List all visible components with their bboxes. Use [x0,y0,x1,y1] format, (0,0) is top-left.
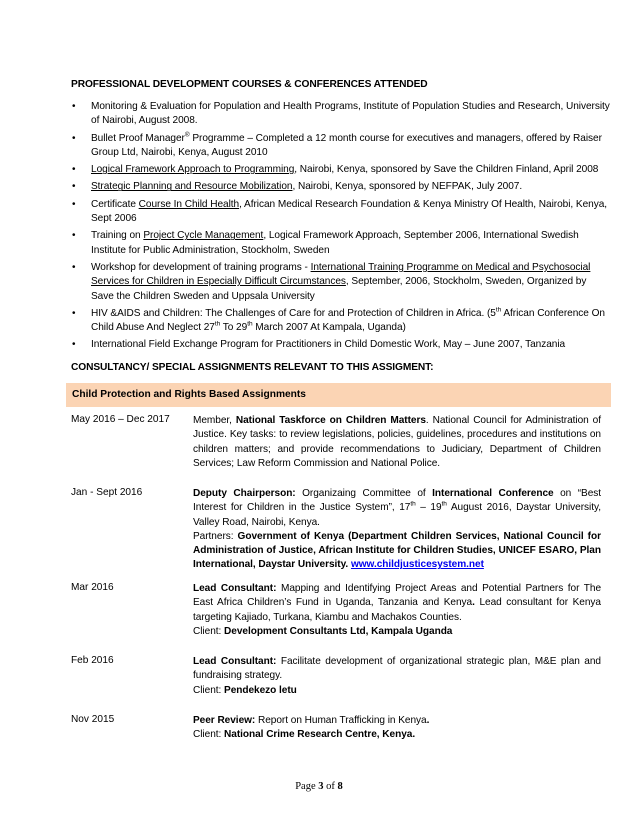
assignments-category-band [66,383,611,407]
superscript: th [495,306,502,314]
list-item [71,132,611,161]
list-item [71,229,611,258]
course-title: International Training Programme on Medical and Psychosocial Services for Children in Especially Difficult Circumstances [91,261,591,288]
item-text: HIV &AIDS and Children: The Challenges of Care for and Protection of Children in Africa. (5 [91,307,496,319]
item-text: , African Medical Research Foundation & Kenya Ministry Of Health, Nairobi, Kenya, Sept 2006 [91,198,608,225]
superscript: th [247,320,253,328]
bullet: • [72,261,76,273]
superscript: th [410,500,416,508]
item-text: Bullet Proof Manager [91,132,185,144]
section-heading-courses: PROFESSIONAL DEVELOPMENT COURSES & CONFERENCES ATTENDED [71,79,428,90]
courses-list [71,100,611,356]
details: Mapping and Identifying Project Areas and Potential Partners for The East Africa Children’s Fund in Uganda, Tanzania and Kenya [193,583,602,609]
details: – 19 [415,502,442,514]
item-text: March 2007 At Kampala, Uganda) [252,322,406,334]
role: Deputy Chairperson: [193,488,296,499]
partners: Government of Kenya (Department Children Services, National Council for Administration of Justice, African Institute for Children Studies, UNICEF ESARO, Plan International, Daystar University. [193,530,601,571]
client-label: Client: [193,625,225,637]
page-label: Page [295,781,319,792]
role: Lead Consultant: [193,583,277,594]
client: Development Consultants Ltd, Kampala Uganda [224,625,453,637]
item-text: Training on [91,230,144,242]
punctuation: . [426,715,430,726]
client-label: Client: [193,684,225,696]
conference: International Conference [432,488,554,499]
assignment-date: Nov 2015 [71,714,115,725]
list-item [71,307,611,336]
list-item [71,100,611,129]
role: Member, [193,415,236,426]
role: Peer Review: [193,715,256,726]
item-text: , Nairobi, Kenya, sponsored by Save the Children Finland, April 2008 [294,164,599,176]
assignment-date: May 2016 – Dec 2017 [71,414,170,425]
item-text: Monitoring & Evaluation for Population and Health Programs, Institute of Population Studies and Research, University of Nairobi, August 2008. [91,101,610,127]
bullet: • [72,132,76,144]
item-text: International Field Exchange Program for Practitioners in Child Domestic Work, May – June 2007, Tanzania [91,339,566,351]
assignment-date: Jan - Sept 2016 [71,487,143,498]
item-text: Certificate [91,198,139,210]
course-title: Project Cycle Management [143,230,264,242]
list-item [71,180,611,194]
client: National Crime Research Centre, Kenya. [224,729,416,741]
assignment-date: Feb 2016 [71,655,114,666]
item-text: To 29 [220,322,248,334]
item-text: , Logical Framework Approach, September 2006, International Swedish Institute for Public Administration, Stockholm, Sweden [91,230,579,256]
bullet: • [72,164,76,176]
organization: National Taskforce on Children Matters [235,415,426,426]
list-item [71,261,611,304]
superscript: th [214,320,221,328]
list-item [71,338,611,352]
page-footer [0,781,638,792]
assignment-description [193,487,601,573]
page-total: 8 [337,781,343,792]
bullet: • [72,230,76,242]
details: on “Best Interest for Children in the Justice System”, 17 [193,488,602,514]
role: Lead Consultant: [193,656,277,667]
assignment-description [193,655,601,698]
registered-mark: ® [184,131,190,139]
details: August 2016, Daystar University, Valley Road, Nairobi, Kenya. [193,502,601,528]
assignment-description [193,714,601,743]
client-label: Client: [193,729,225,741]
bullet: • [72,181,76,193]
assignment-date: Mar 2016 [71,582,114,593]
band-title: Child Protection and Rights Based Assignments [72,389,306,400]
details: Facilitate development of organizational strategic plan, M&E plan and fundraising strategy. [193,656,601,682]
section-heading-consultancy: CONSULTANCY/ SPECIAL ASSIGNMENTS RELEVANT TO THIS ASSIGMENT: [71,362,434,373]
superscript: th [441,500,447,508]
punctuation: . [472,597,475,609]
page-number: 3 [318,781,324,792]
bullet: • [72,339,76,351]
list-item [71,198,611,227]
course-title: Logical Framework Approach to Programming [91,164,295,176]
item-text: Programme – Completed a 12 month course for executives and managers, offered by Raiser Group Ltd, Nairobi, Kenya, August 2010 [91,132,602,158]
bullet: • [72,198,76,210]
partners-label: Partners: [193,530,238,542]
course-title: Course In Child Health [138,198,240,210]
bullet: • [72,101,76,112]
course-title: Strategic Planning and Resource Mobilization [91,181,293,193]
details: . National Council for Administration of Justice. Key tasks: to review legislations, policies, guidelines, procedures and institutions on children matters; and provide recommendations to Judiciary, Department of Children Services; Law Reform Commission and National Police. [193,415,601,469]
details: Report on Human Trafficking in Kenya [255,715,427,726]
client: Pendekezo letu [224,684,297,696]
list-item [71,163,611,177]
details: Lead consultant for Kenya targeting Kajiado, Turkana, Kiambu and Machakos Counties. [193,597,601,623]
website-link[interactable]: www.childjusticesystem.net [350,559,484,571]
details: Organizaing Committee of [295,488,433,499]
item-text: Workshop for development of training programs - [91,261,311,273]
item-text: African Conference On Child Abuse And Neglect 27 [91,307,605,334]
item-text: , September, 2006, Stockholm, Sweden, Organized by Save the Children Sweden and Uppsala University [91,276,587,302]
assignment-description [193,582,601,639]
assignment-description [193,414,601,471]
bullet: • [72,307,76,319]
item-text: , Nairobi, Kenya, sponsored by NEFPAK, July 2007. [292,181,523,193]
page-of: of [323,781,338,792]
